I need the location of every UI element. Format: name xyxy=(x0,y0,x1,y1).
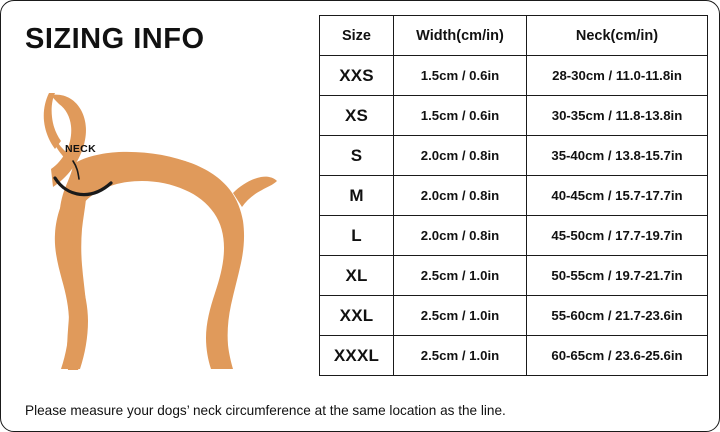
table-row xyxy=(320,256,708,296)
cell-width: 1.5cm / 0.6in xyxy=(394,96,527,136)
cell-width: 1.5cm / 0.6in xyxy=(394,56,527,96)
cell-neck: 50-55cm / 19.7-21.7in xyxy=(527,256,708,296)
cell-width: 2.0cm / 0.8in xyxy=(394,216,527,256)
cell-width: 2.5cm / 1.0in xyxy=(394,336,527,376)
cell-neck: 55-60cm / 21.7-23.6in xyxy=(527,296,708,336)
cell-size: XXS xyxy=(320,56,394,96)
column-header-width: Width(cm/in) xyxy=(394,16,527,56)
cell-neck: 30-35cm / 11.8-13.8in xyxy=(527,96,708,136)
diagram-panel xyxy=(1,1,311,432)
sizing-table-wrapper xyxy=(319,15,707,390)
cell-neck: 40-45cm / 15.7-17.7in xyxy=(527,176,708,216)
cell-size: XXXL xyxy=(320,336,394,376)
cell-size: XS xyxy=(320,96,394,136)
cell-neck: 35-40cm / 13.8-15.7in xyxy=(527,136,708,176)
page-title: SIZING INFO xyxy=(25,23,205,55)
cell-width: 2.0cm / 0.8in xyxy=(394,176,527,216)
table-row xyxy=(320,216,708,256)
measurement-note: Please measure your dogs’ neck circumference at the same location as the line. xyxy=(25,402,506,418)
table-row xyxy=(320,136,708,176)
cell-width: 2.5cm / 1.0in xyxy=(394,296,527,336)
table-row xyxy=(320,296,708,336)
table-row xyxy=(320,56,708,96)
table-row xyxy=(320,336,708,376)
cell-size: L xyxy=(320,216,394,256)
cell-neck: 60-65cm / 23.6-25.6in xyxy=(527,336,708,376)
table-row xyxy=(320,176,708,216)
dog-silhouette-icon xyxy=(15,73,305,373)
cell-size: M xyxy=(320,176,394,216)
table-row xyxy=(320,96,708,136)
cell-width: 2.0cm / 0.8in xyxy=(394,136,527,176)
column-header-neck: Neck(cm/in) xyxy=(527,16,708,56)
table-header-row xyxy=(320,16,708,56)
dog-diagram xyxy=(15,73,305,373)
cell-width: 2.5cm / 1.0in xyxy=(394,256,527,296)
cell-size: XL xyxy=(320,256,394,296)
footer xyxy=(1,389,719,431)
neck-label: NECK xyxy=(65,143,96,155)
cell-size: XXL xyxy=(320,296,394,336)
cell-neck: 45-50cm / 17.7-19.7in xyxy=(527,216,708,256)
sizing-table xyxy=(319,15,708,376)
cell-neck: 28-30cm / 11.0-11.8in xyxy=(527,56,708,96)
column-header-size: Size xyxy=(320,16,394,56)
cell-size: S xyxy=(320,136,394,176)
